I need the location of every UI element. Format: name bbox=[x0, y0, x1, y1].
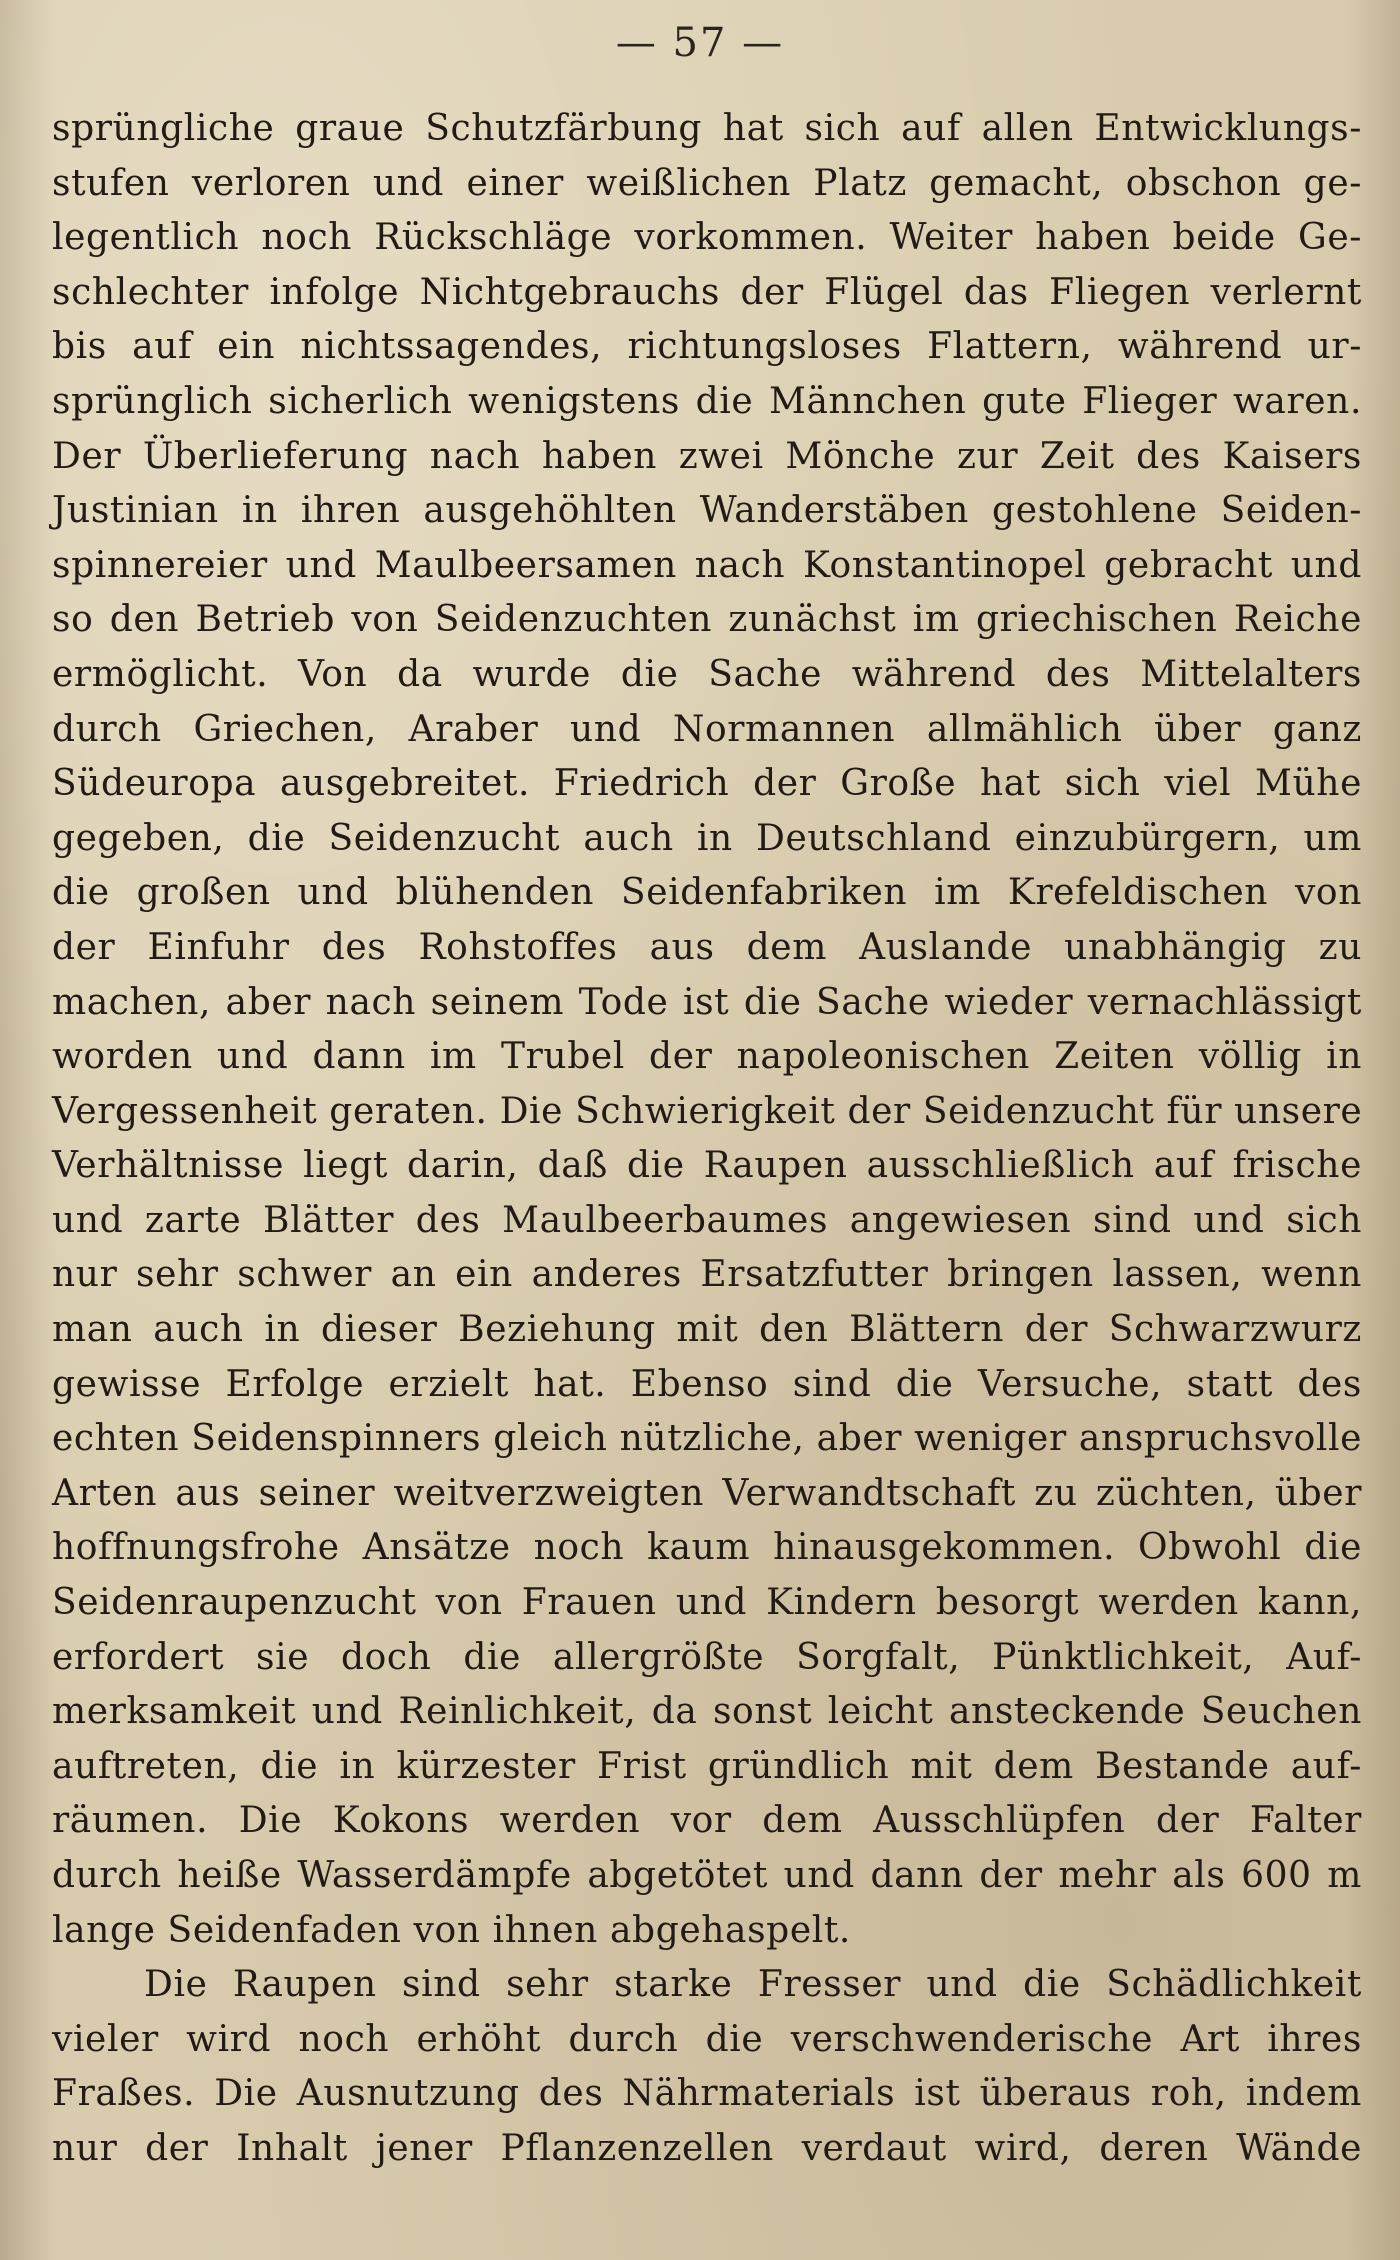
text-line: so den Betrieb von Seidenzuchten zunächst im griechischen Reiche bbox=[52, 599, 1362, 641]
text-line: räumen. Die Kokons werden vor dem Ausschlüpfen der Falter bbox=[52, 1800, 1362, 1842]
text-line: echten Seidenspinners gleich nützliche, aber weniger anspruchsvolle bbox=[52, 1418, 1362, 1460]
text-line: worden und dann im Trubel der napoleonischen Zeiten völlig in bbox=[52, 1036, 1362, 1078]
text-line: Justinian in ihren ausgehöhlten Wanderstäben gestohlene Seiden- bbox=[52, 490, 1362, 532]
text-line: erfordert sie doch die allergrößte Sorgfalt, Pünktlichkeit, Auf- bbox=[52, 1636, 1362, 1678]
text-line: nur der Inhalt jener Pflanzenzellen verdaut wird, deren Wände bbox=[52, 2127, 1362, 2169]
text-line: durch heiße Wasserdämpfe abgetötet und dann der mehr als 600 m bbox=[52, 1855, 1362, 1896]
text-line: Verhältnisse liegt darin, daß die Raupen ausschließlich auf frische bbox=[52, 1145, 1362, 1187]
text-line: durch Griechen, Araber und Normannen allmählich über ganz bbox=[52, 708, 1362, 750]
text-line: gegeben, die Seidenzucht auch in Deutschland einzubürgern, um bbox=[52, 817, 1362, 859]
text-line: sprünglich sicherlich wenigstens die Männchen gute Flieger waren. bbox=[52, 380, 1362, 422]
text-line: legentlich noch Rückschläge vorkommen. Weiter haben beide Ge- bbox=[52, 217, 1362, 259]
text-line: stufen verloren und einer weißlichen Platz gemacht, obschon ge- bbox=[52, 162, 1362, 204]
text-line: Der Überlieferung nach haben zwei Mönche zur Zeit des Kaisers bbox=[52, 435, 1362, 477]
text-line: man auch in dieser Beziehung mit den Blättern der Schwarzwurz bbox=[52, 1309, 1362, 1351]
text-line: ermöglicht. Von da wurde die Sache während des Mittelalters bbox=[52, 653, 1362, 695]
paragraph-end-line: lange Seidenfaden von ihnen abgehaspelt. bbox=[52, 1909, 851, 1951]
text-line: machen, aber nach seinem Tode ist die Sache wieder vernachlässigt bbox=[52, 981, 1362, 1023]
text-line: hoffnungsfrohe Ansätze noch kaum hinausgekommen. Obwohl die bbox=[52, 1527, 1362, 1569]
text-line: merksamkeit und Reinlichkeit, da sonst leicht ansteckende Seuchen bbox=[52, 1691, 1362, 1733]
text-line: auftreten, die in kürzester Frist gründlich mit dem Bestande auf- bbox=[52, 1745, 1362, 1787]
text-line: Vergessenheit geraten. Die Schwierigkeit der Seidenzucht für unsere bbox=[52, 1090, 1363, 1132]
text-line: Südeuropa ausgebreitet. Friedrich der Große hat sich viel Mühe bbox=[52, 763, 1362, 805]
body-text bbox=[52, 102, 1362, 2177]
text-line: Seidenraupenzucht von Frauen und Kindern besorgt werden kann, bbox=[52, 1582, 1362, 1624]
text-line: gewisse Erfolge erzielt hat. Ebenso sind die Versuche, statt des bbox=[52, 1363, 1362, 1405]
text-line: nur sehr schwer an ein anderes Ersatzfutter bringen lassen, wenn bbox=[52, 1254, 1362, 1296]
text-line: der Einfuhr des Rohstoffes aus dem Auslande unabhängig zu bbox=[52, 926, 1362, 968]
text-line: Arten aus seiner weitverzweigten Verwandtschaft zu züchten, über bbox=[52, 1472, 1362, 1514]
text-line: und zarte Blätter des Maulbeerbaumes angewiesen sind und sich bbox=[52, 1199, 1362, 1241]
text-line: Fraßes. Die Ausnutzung des Nährmaterials ist überaus roh, indem bbox=[52, 2073, 1362, 2115]
text-line: bis auf ein nichtssagendes, richtungsloses Flattern, während ur- bbox=[52, 326, 1362, 368]
text-line: spinnereier und Maulbeersamen nach Konstantinopel gebracht und bbox=[52, 544, 1362, 586]
paragraph-start-line: Die Raupen sind sehr starke Fresser und die Schädlichkeit bbox=[144, 1964, 1362, 2006]
text-line: schlechter infolge Nichtgebrauchs der Flügel das Fliegen verlernt bbox=[52, 271, 1362, 313]
text-line: die großen und blühenden Seidenfabriken im Krefeldischen von bbox=[52, 872, 1362, 914]
page-number: — 57 — bbox=[615, 20, 785, 66]
text-line: sprüngliche graue Schutzfärbung hat sich auf allen Entwicklungs- bbox=[52, 108, 1362, 149]
text-line: vieler wird noch erhöht durch die verschwenderische Art ihres bbox=[52, 2018, 1362, 2060]
